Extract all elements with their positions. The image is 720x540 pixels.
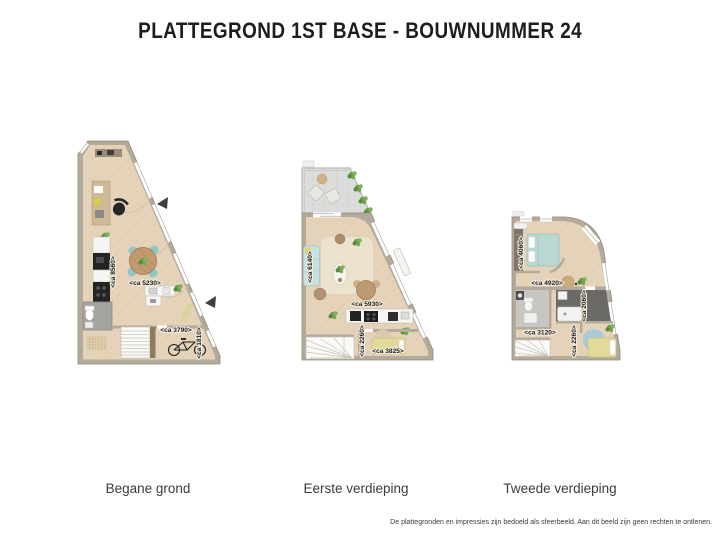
stairs [306, 337, 354, 359]
wc-room [83, 302, 112, 330]
stairs [515, 340, 550, 357]
shelf [514, 223, 527, 229]
terrace-door [313, 213, 341, 218]
kitchen-cabinets [93, 237, 110, 302]
pouf [335, 234, 345, 244]
dimension-label: <ca 3825> [372, 348, 404, 355]
wall [549, 287, 552, 331]
dimension-label: <ca 2260> [571, 325, 578, 357]
dimension-label: <ca 4060> [518, 237, 525, 269]
stairs [121, 327, 156, 358]
dimension-label: <ca 4920> [531, 280, 563, 287]
stairs-wall [306, 335, 354, 338]
floor-label-tweede-verdieping: Tweede verdieping [503, 481, 617, 496]
floorplan-tweede-verdieping [512, 212, 620, 361]
floorplan-begane-grond [78, 141, 220, 364]
desk [92, 181, 110, 225]
page-title-text: PLATTEGROND 1ST BASE - BOUWNUMMER 24 [137, 18, 583, 43]
wall-shelf [95, 149, 122, 157]
dimension-label: <ca 1810> [196, 327, 203, 359]
planter [303, 161, 314, 167]
pouf [314, 288, 326, 300]
dot [575, 283, 577, 285]
kitchen-counter [346, 309, 413, 323]
dining-table [128, 246, 159, 278]
floorplan-eerste-verdieping [302, 161, 433, 360]
doormat [87, 336, 107, 350]
stairs-wall [514, 338, 550, 341]
bed-master [527, 234, 559, 266]
bathroom [516, 290, 549, 327]
dimension-label: <ca 8560> [110, 256, 117, 288]
dimension-label: <ca 6140> [307, 251, 314, 283]
floor-label-eerste-verdieping: Eerste verdieping [303, 481, 409, 496]
armchair [562, 276, 574, 288]
planter [513, 212, 524, 217]
dimension-label: <ca 2060> [581, 290, 588, 322]
bed-second [588, 338, 616, 357]
dimension-label: <ca 5230> [129, 280, 161, 287]
dimension-label: <ca 2260> [359, 325, 366, 357]
floor-label-begane-grond: Begane grond [105, 481, 191, 496]
dimension-label: <ca 3790> [160, 327, 192, 334]
entrance-arrow-icon [205, 296, 216, 308]
disclaimer-text: De plattegronden en impressies zijn bedoeld als sfeerbeeld. Aan dit beeld zijn geen rechten te ontlenen. [390, 519, 712, 526]
coffee-table [333, 264, 347, 285]
dimension-label: <ca 3120> [524, 329, 556, 337]
wall [580, 321, 583, 333]
dimension-label: <ca 5930> [351, 301, 383, 308]
